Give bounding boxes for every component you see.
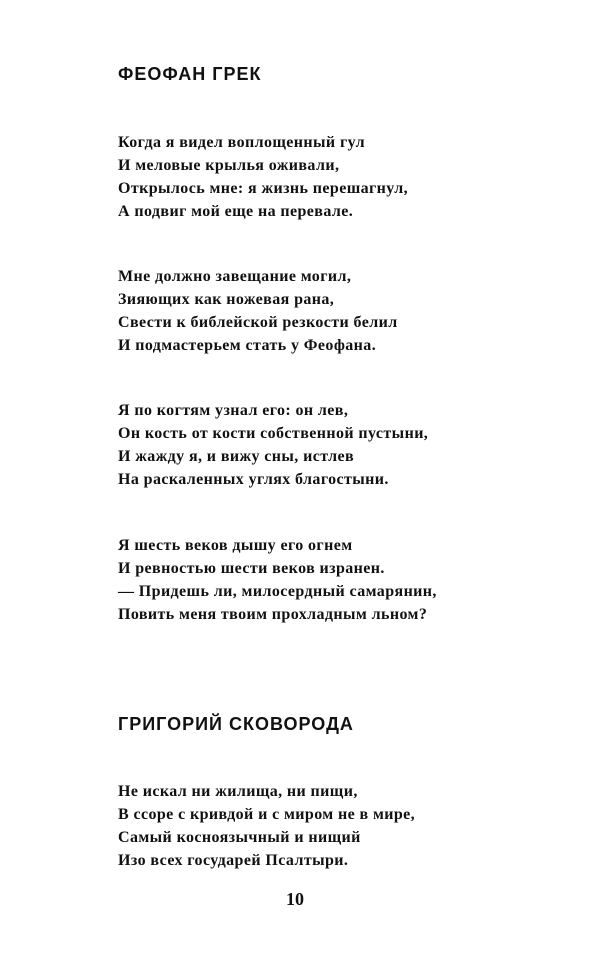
- poem-line: Я по когтям узнал его: он лев,: [118, 402, 349, 419]
- poem-stanza: [118, 399, 498, 491]
- poem-line: Самый косноязычный и нищий: [118, 829, 361, 846]
- poem-line: Он кость от кости собственной пустыни,: [118, 425, 429, 442]
- poem-stanza: [118, 780, 498, 872]
- poem-line: На раскаленных углях благостыни.: [118, 471, 389, 488]
- poem-line: Когда я видел воплощенный гул: [118, 134, 365, 151]
- poem-line: Открылось мне: я жизнь перешагнул,: [118, 180, 409, 197]
- poem-line: Мне должно завещание могил,: [118, 268, 352, 285]
- poem-line: А подвиг мой еще на перевале.: [118, 203, 354, 220]
- poem-line: Повить меня твоим прохладным льном?: [118, 606, 428, 623]
- poem-line: Изо всех государей Псалтыри.: [118, 852, 349, 869]
- poem-line: Не искал ни жилища, ни пищи,: [118, 783, 358, 800]
- poem-title: ФЕОФАН ГРЕК: [118, 64, 262, 84]
- poem-stanza: [118, 534, 498, 626]
- poem-line: — Придешь ли, милосердный самарянин,: [118, 583, 437, 600]
- poem-line: Я шесть веков дышу его огнем: [118, 537, 353, 554]
- poem-line: И жажду я, и вижу сны, истлев: [118, 448, 354, 465]
- poem-stanza: [118, 265, 498, 357]
- poem-line: И подмастерьем стать у Феофана.: [118, 337, 377, 354]
- poem-title: ГРИГОРИЙ СКОВОРОДА: [118, 714, 354, 734]
- poem-stanza: [118, 131, 498, 223]
- poem-line: В ссоре с кривдой и с миром не в мире,: [118, 806, 416, 823]
- poem-line: Свести к библейской резкости белил: [118, 314, 398, 331]
- poem-line: И ревностью шести веков изранен.: [118, 560, 385, 577]
- poem-line: И меловые крылья оживали,: [118, 157, 340, 174]
- page-number: 10: [286, 889, 304, 909]
- poem-line: Зияющих как ножевая рана,: [118, 291, 335, 308]
